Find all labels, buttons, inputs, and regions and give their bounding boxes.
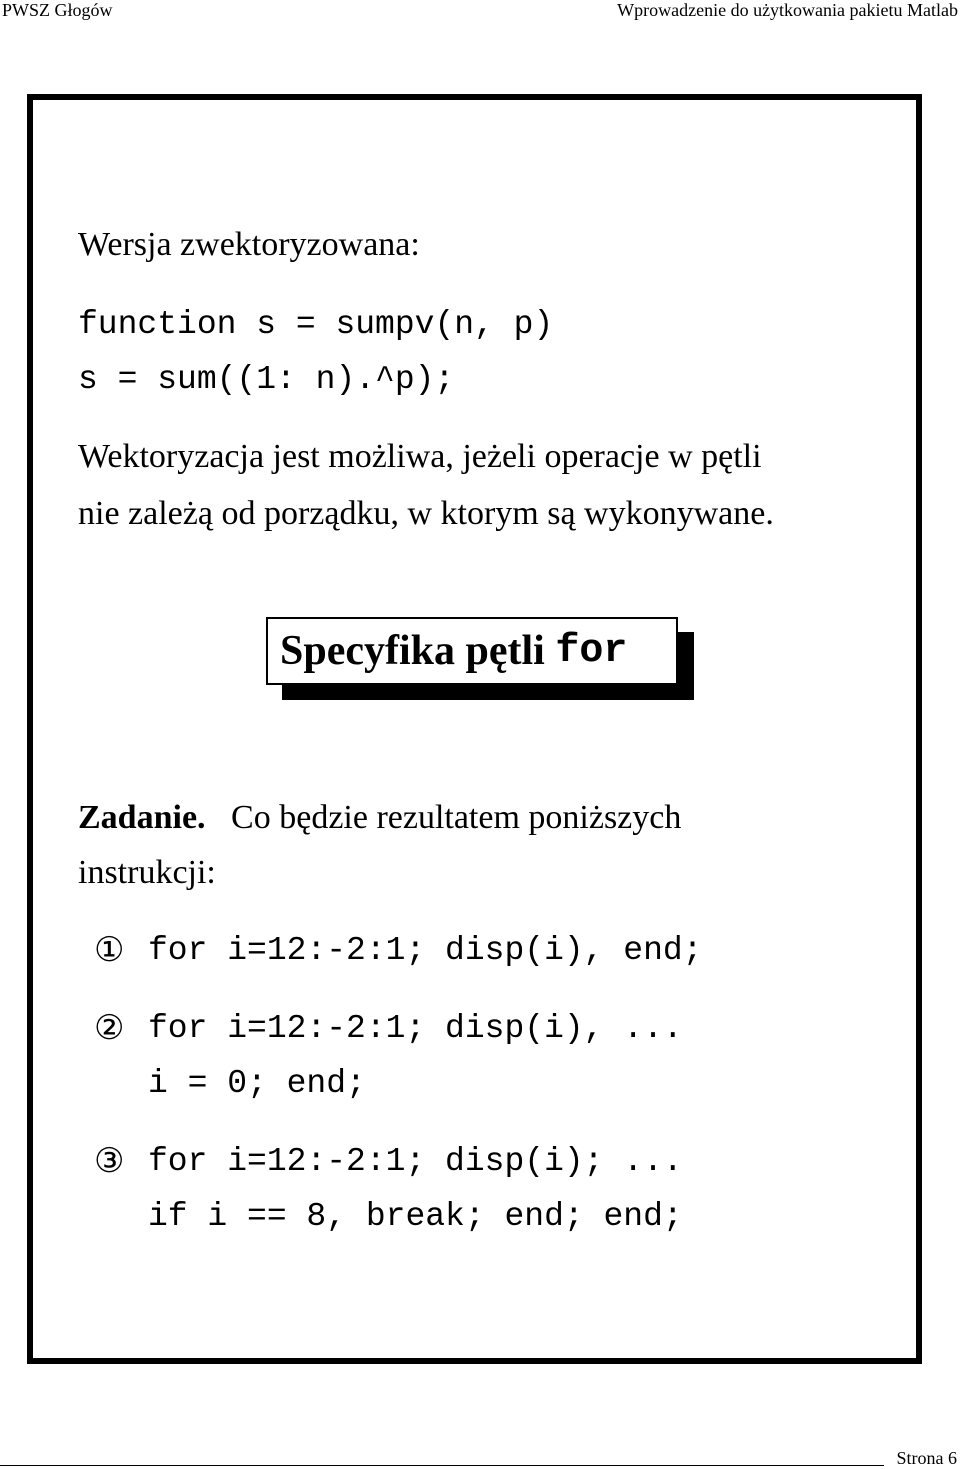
item-3-code-line-1: for i=12:-2:1; disp(i); ... [148,1143,683,1180]
paragraph-line-2: nie zależą od porządku, w ktorym są wykonywane. [78,495,774,532]
page-number: Strona 6 [896,1448,957,1468]
code-line-function: function s = sumpv(n, p) [78,306,554,343]
task-label: Zadanie. [78,799,206,836]
task-question: Co będzie rezultatem poniższych [231,799,682,836]
item-3-marker: ③ [94,1141,125,1181]
item-3-code-line-2: if i == 8, break; end; end; [148,1198,683,1235]
footer-rule [0,1465,884,1466]
header-course-name: PWSZ Głogów [2,0,113,20]
item-2-code-line-1: for i=12:-2:1; disp(i), ... [148,1010,683,1047]
section-title-text: Specyfika pętli [280,628,556,674]
item-1-code-line-1: for i=12:-2:1; disp(i), end; [148,932,703,969]
code-line-sum: s = sum((1: n).^p); [78,361,455,398]
task-line-1 [78,791,681,845]
item-1-marker: ① [94,930,125,970]
header-document-title: Wprowadzenie do użytkowania pakietu Matlab [617,0,958,20]
task-line-2: instrukcji: [78,854,216,891]
paragraph-line-1: Wektoryzacja jest możliwa, jeżeli operacje w pętli [78,438,762,475]
section-title-box [266,617,678,685]
item-2-code-line-2: i = 0; end; [148,1065,366,1102]
intro-text: Wersja zwektoryzowana: [78,226,420,263]
item-2-marker: ② [94,1008,125,1048]
section-title-keyword: for [555,628,628,674]
